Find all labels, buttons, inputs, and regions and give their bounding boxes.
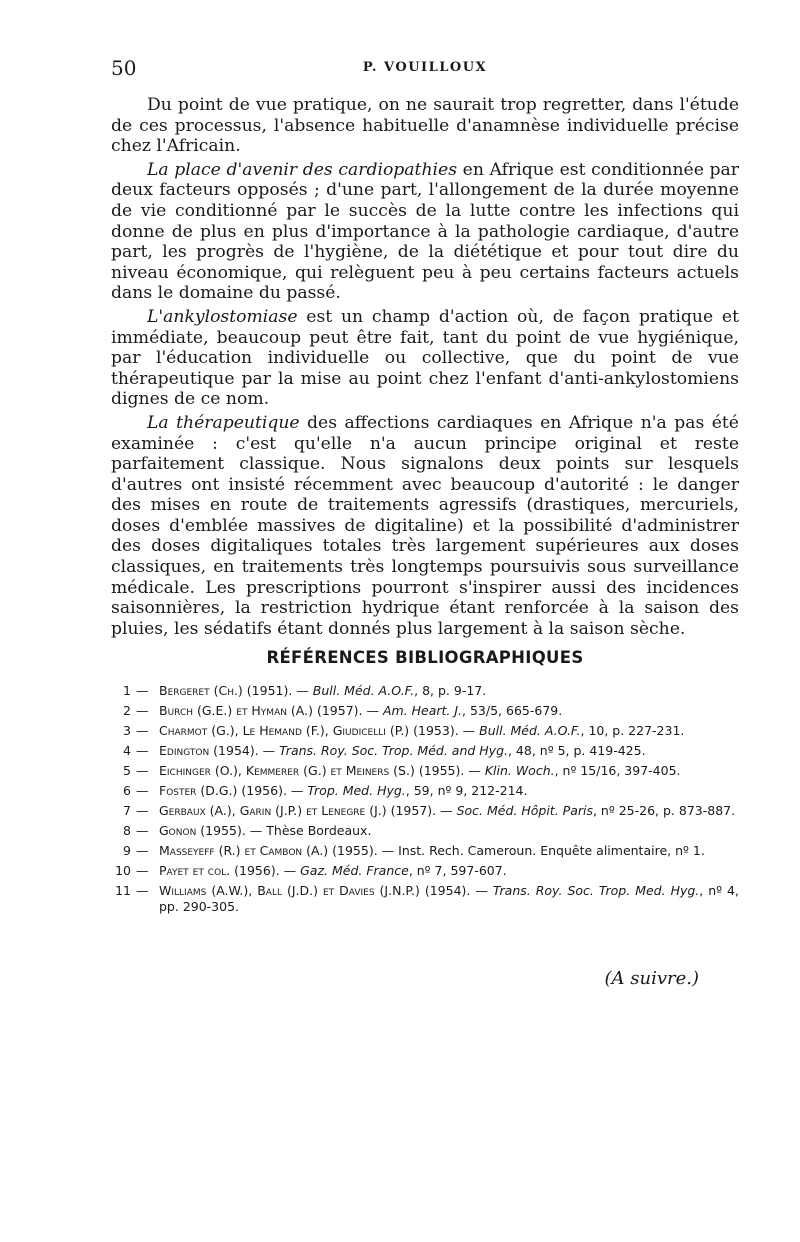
reference-item [111, 763, 739, 779]
reference-dash: — [136, 723, 149, 738]
reference-journal: Klin. Woch. [484, 763, 555, 778]
reference-details: , nº 15/16, 397-405. [554, 763, 681, 778]
reference-dash: — [136, 783, 149, 798]
reference-dash: — [136, 843, 149, 858]
reference-authors: Eichinger (O.), Kemmerer (G.) et Meiners (S.) (1955). — [159, 763, 485, 778]
reference-authors: Gerbaux (A.), Garin (J.P.) et Lenegre (J.) (1957). — [159, 803, 457, 818]
reference-dash: — [136, 683, 149, 698]
reference-number: 4 [123, 743, 131, 758]
reference-item [111, 883, 739, 915]
reference-item [111, 843, 739, 859]
page-header [111, 56, 739, 80]
reference-dash: — [136, 863, 149, 878]
page-number: 50 [111, 56, 137, 80]
reference-dash: — [136, 743, 149, 758]
paragraph-text: en Afrique est conditionnée par deux facteurs opposés ; d'une part, l'allongement de la durée moyenne de vie conditionné par le succès de la lutte contre les infections qui donne de plus en plus d'importance à la pathologie cardiaque, d'autre part, les progrès de l'hygiène, de la diététique et pour tout dire du niveau économique, qui relèguent peu à peu certains facteurs actuels dans le domaine du passé. [111, 159, 739, 304]
paragraph-text: des affections cardiaques en Afrique n'a pas été examinée : c'est qu'elle n'a aucun principe original et reste parfaitement classique. Nous signalons deux points sur lesquels d'autres ont insisté récemment avec beaucoup d'autorité : le danger des mises en route de traitements agressifs (drastiques, mercuriels, doses d'emblée massives de digitaline) et la possibilité d'administrer des doses digitaliques totales très largement supérieures aux doses classiques, en traitements très longtemps poursuivis sous surveillance médicale. Les prescriptions pourront s'inspirer aussi des incidences saisonnières, la restriction hydrique étant renforcée à la saison des pluies, les sédatifs étant donnés plus largement à la saison sèche. [111, 412, 739, 639]
reference-item [111, 743, 739, 759]
reference-number: 6 [123, 783, 131, 798]
paragraph-lead-italic: L'ankylostomiase [147, 306, 298, 327]
reference-details: , nº 25-26, p. 873-887. [592, 803, 736, 818]
reference-item [111, 803, 739, 819]
paragraph [111, 95, 739, 157]
reference-number: 11 [115, 883, 131, 898]
reference-authors: Charmot (G.), Le Hemand (F.), Giudicelli (P.) (1953). — [159, 723, 480, 738]
reference-authors: Burch (G.E.) et Hyman (A.) (1957). — [159, 703, 383, 718]
reference-number: 5 [123, 763, 131, 778]
reference-item [111, 723, 739, 739]
paragraph [111, 160, 739, 304]
reference-details: , nº 7, 597-607. [408, 863, 507, 878]
running-head: P. VOUILLOUX [362, 60, 488, 75]
reference-authors: Edington (1954). — [159, 743, 280, 758]
reference-authors: Williams (A.W.), Ball (J.D.) et Davies (J.N.P.) (1954). — [159, 883, 493, 898]
reference-dash: — [136, 703, 149, 718]
reference-item [111, 683, 739, 699]
reference-number: 2 [123, 703, 131, 718]
reference-item [111, 703, 739, 719]
reference-authors: Foster (D.G.) (1956). — [159, 783, 308, 798]
reference-details: , 59, nº 9, 212-214. [405, 783, 528, 798]
reference-details: , 53/5, 665-679. [462, 703, 563, 718]
reference-dash: — [136, 883, 149, 898]
reference-item [111, 823, 739, 839]
reference-details: , 48, nº 5, p. 419-425. [507, 743, 646, 758]
reference-number: 7 [123, 803, 131, 818]
reference-authors: Bergeret (Ch.) (1951). — [159, 683, 313, 698]
reference-item [111, 863, 739, 879]
reference-details: , 8, p. 9-17. [414, 683, 487, 698]
reference-details: Thèse Bordeaux. [266, 823, 372, 838]
paragraph-lead-italic: La thérapeutique [147, 412, 300, 433]
reference-journal: Bull. Méd. A.O.F. [312, 683, 415, 698]
body-text [111, 95, 739, 639]
reference-item [111, 783, 739, 799]
references-list [111, 683, 739, 919]
reference-journal: Trans. Roy. Soc. Trop. Med. Hyg. [492, 883, 700, 898]
paragraph-lead-italic: La place d'avenir des cardiopathies [147, 159, 458, 180]
reference-details: , nº 4, pp. 290-305. [159, 883, 739, 914]
to-be-continued: (A suivre.) [604, 968, 699, 989]
paragraph-text: Du point de vue pratique, on ne saurait trop regretter, dans l'étude de ces processus, l'absence habituelle d'anamnèse individuelle précise chez l'Africain. [111, 95, 739, 157]
reference-dash: — [136, 803, 149, 818]
reference-number: 8 [123, 823, 131, 838]
reference-journal: Gaz. Méd. France [300, 863, 409, 878]
paragraph [111, 413, 739, 640]
reference-journal: Trans. Roy. Soc. Trop. Méd. and Hyg. [279, 743, 508, 758]
reference-number: 1 [123, 683, 131, 698]
references-title: RÉFÉRENCES BIBLIOGRAPHIQUES [266, 648, 584, 667]
reference-authors: Masseyeff (R.) et Cambon (A.) (1955). — [159, 843, 399, 858]
paragraph-text: est un champ d'action où, de façon pratique et immédiate, beaucoup peut être fait, tant du point de vue hygiénique, par l'éducation individuelle ou collective, que du point de vue thérapeutique par la mise au point chez l'enfant d'anti-ankylostomiens dignes de ce nom. [111, 306, 739, 410]
reference-journal: Soc. Méd. Hôpit. Paris [456, 803, 593, 818]
reference-dash: — [136, 823, 149, 838]
reference-details: , 10, p. 227-231. [580, 723, 685, 738]
reference-number: 9 [123, 843, 131, 858]
reference-journal: Trop. Med. Hyg. [307, 783, 406, 798]
reference-journal: Bull. Méd. A.O.F. [479, 723, 581, 738]
paragraph [111, 307, 739, 410]
reference-number: 3 [123, 723, 131, 738]
reference-number: 10 [115, 863, 131, 878]
reference-authors: Payet et col. (1956). — [159, 863, 301, 878]
reference-journal: Am. Heart. J. [382, 703, 463, 718]
reference-authors: Gonon (1955). — [159, 823, 267, 838]
reference-dash: — [136, 763, 149, 778]
reference-details: Inst. Rech. Cameroun. Enquête alimentaire, nº 1. [398, 843, 705, 858]
